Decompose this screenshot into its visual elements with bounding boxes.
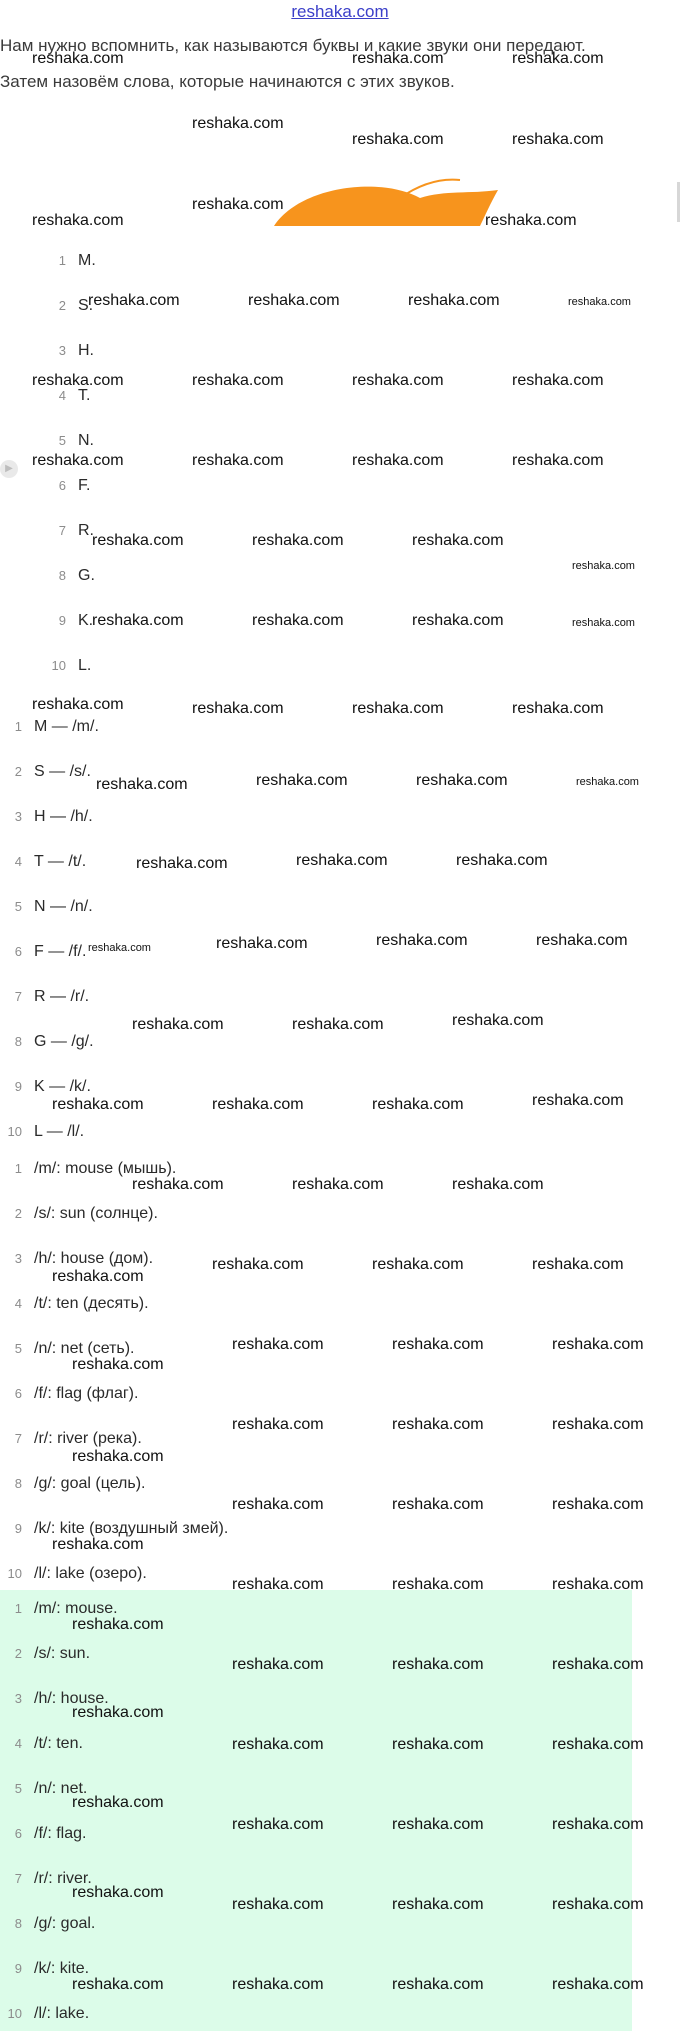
watermark-text: reshaka.com: [352, 50, 444, 67]
list-item: [0, 1780, 87, 1798]
list-item: [0, 1123, 84, 1141]
item-text: /l/: lake (озеро).: [34, 1565, 147, 1582]
item-text: L — /l/.: [34, 1123, 85, 1140]
list-item: [0, 297, 93, 315]
watermark-text: reshaka.com: [392, 1496, 484, 1513]
watermark-text: reshaka.com: [32, 452, 124, 469]
watermark-text: reshaka.com: [132, 1176, 224, 1193]
watermark-text: reshaka.com: [512, 372, 604, 389]
list-item: [0, 1295, 149, 1313]
item-text: /l/: lake.: [34, 2005, 90, 2022]
watermark-text: reshaka.com: [412, 532, 504, 549]
watermark-text: reshaka.com: [352, 372, 444, 389]
item-text: S.: [78, 297, 94, 314]
watermark-text: reshaka.com: [232, 1416, 324, 1433]
watermark-text: reshaka.com: [252, 612, 344, 629]
list-item: [0, 1205, 158, 1223]
watermark-text: reshaka.com: [576, 776, 639, 788]
watermark-text: reshaka.com: [452, 1012, 544, 1029]
item-number: 5: [14, 1781, 22, 1796]
list-item: [0, 252, 96, 270]
watermark-text: reshaka.com: [292, 1016, 384, 1033]
watermark-text: reshaka.com: [232, 1336, 324, 1353]
watermark-text: reshaka.com: [568, 296, 631, 308]
watermark-text: reshaka.com: [456, 852, 548, 869]
watermark-text: reshaka.com: [32, 372, 124, 389]
item-text: L.: [78, 657, 92, 674]
item-number: 10: [7, 2006, 22, 2021]
item-number: 9: [14, 1079, 22, 1094]
watermark-text: reshaka.com: [572, 617, 635, 629]
list-item: [0, 1690, 109, 1708]
item-text: K.: [78, 612, 94, 629]
item-number: 5: [14, 1341, 22, 1356]
item-text: /t/: ten.: [34, 1735, 83, 1752]
watermark-text: reshaka.com: [512, 131, 604, 148]
list-item: [0, 808, 93, 826]
watermark-text: reshaka.com: [248, 292, 340, 309]
watermark-text: reshaka.com: [552, 1816, 644, 1833]
watermark-text: reshaka.com: [192, 115, 284, 132]
list-item: [0, 898, 93, 916]
watermark-text: reshaka.com: [412, 612, 504, 629]
item-text: K — /k/.: [34, 1078, 91, 1095]
item-number: 6: [14, 944, 22, 959]
item-text: /g/: goal.: [34, 1915, 96, 1932]
watermark-text: reshaka.com: [392, 1576, 484, 1593]
item-number: 8: [58, 568, 66, 583]
item-number: 6: [14, 1826, 22, 1841]
item-number: 5: [14, 899, 22, 914]
list-item: [0, 943, 86, 961]
list-item: [0, 988, 89, 1006]
watermark-text: reshaka.com: [376, 932, 468, 949]
item-text: M — /m/.: [34, 718, 99, 735]
item-text: R — /r/.: [34, 988, 90, 1005]
watermark-text: reshaka.com: [232, 1656, 324, 1673]
list-item: [0, 387, 90, 405]
item-number: 9: [58, 613, 66, 628]
watermark-text: reshaka.com: [512, 700, 604, 717]
item-text: /f/: flag.: [34, 1825, 87, 1842]
watermark-text: reshaka.com: [552, 1976, 644, 1993]
item-text: R.: [78, 522, 94, 539]
list-item: [0, 1385, 138, 1403]
watermark-text: reshaka.com: [232, 1576, 324, 1593]
watermark-text: reshaka.com: [232, 1816, 324, 1833]
item-text: /f/: flag (флаг).: [34, 1385, 139, 1402]
item-number: 3: [14, 1251, 22, 1266]
list-item: [0, 522, 94, 540]
watermark-text: reshaka.com: [72, 1356, 164, 1373]
watermark-text: reshaka.com: [296, 852, 388, 869]
list-item: [0, 1033, 94, 1051]
item-number: 7: [14, 989, 22, 1004]
watermark-text: reshaka.com: [92, 612, 184, 629]
item-number: 1: [14, 1161, 22, 1176]
watermark-text: reshaka.com: [392, 1336, 484, 1353]
item-text: H — /h/.: [34, 808, 93, 825]
watermark-text: reshaka.com: [72, 1884, 164, 1901]
item-number: 2: [14, 764, 22, 779]
watermark-text: reshaka.com: [392, 1656, 484, 1673]
list-item: [0, 1340, 135, 1358]
item-text: M.: [78, 252, 96, 269]
item-number: 6: [14, 1386, 22, 1401]
item-text: /r/: river.: [34, 1870, 92, 1887]
list-item: [0, 612, 93, 630]
item-number: 3: [58, 343, 66, 358]
list-item: [0, 1915, 95, 1933]
watermark-text: reshaka.com: [352, 700, 444, 717]
watermark-text: reshaka.com: [96, 776, 188, 793]
item-text: /n/: net (сеть).: [34, 1340, 135, 1357]
list-item: [0, 342, 94, 360]
list-item: [0, 432, 94, 450]
watermark-text: reshaka.com: [72, 1794, 164, 1811]
watermark-text: reshaka.com: [232, 1976, 324, 1993]
watermark-text: reshaka.com: [352, 131, 444, 148]
list-item: [0, 1078, 91, 1096]
item-number: 5: [58, 433, 66, 448]
item-number: 4: [14, 1296, 22, 1311]
watermark-text: reshaka.com: [572, 560, 635, 572]
watermark-text: reshaka.com: [352, 452, 444, 469]
item-number: 10: [7, 1566, 22, 1581]
list-item: [0, 1475, 146, 1493]
item-number: 6: [58, 478, 66, 493]
watermark-text: reshaka.com: [392, 1816, 484, 1833]
item-number: 1: [14, 719, 22, 734]
watermark-text: reshaka.com: [256, 772, 348, 789]
item-number: 8: [14, 1034, 22, 1049]
watermark-text: reshaka.com: [52, 1536, 144, 1553]
watermark-text: reshaka.com: [192, 452, 284, 469]
list-item: [0, 763, 91, 781]
list-item: [0, 1430, 142, 1448]
watermark-text: reshaka.com: [232, 1896, 324, 1913]
item-text: /n/: net.: [34, 1780, 88, 1797]
watermark-text: reshaka.com: [392, 1736, 484, 1753]
watermark-text: reshaka.com: [552, 1576, 644, 1593]
watermark-text: reshaka.com: [72, 1616, 164, 1633]
item-number: 10: [51, 658, 66, 673]
watermark-text: reshaka.com: [372, 1096, 464, 1113]
item-text: /k/: kite.: [34, 1960, 90, 1977]
list-item: [0, 718, 99, 736]
watermark-text: reshaka.com: [192, 700, 284, 717]
item-text: /h/: house.: [34, 1690, 109, 1707]
item-text: G.: [78, 567, 95, 584]
watermark-text: reshaka.com: [532, 1256, 624, 1273]
site-link[interactable]: reshaka.com: [291, 2, 389, 21]
item-number: 3: [14, 809, 22, 824]
watermark-text: reshaka.com: [392, 1416, 484, 1433]
list-item: [0, 657, 91, 675]
list-item: [0, 477, 90, 495]
watermark-text: reshaka.com: [452, 1176, 544, 1193]
watermark-text: reshaka.com: [32, 50, 124, 67]
watermark-text: reshaka.com: [512, 452, 604, 469]
list-item: [0, 1520, 228, 1538]
item-text: /s/: sun.: [34, 1645, 91, 1662]
item-text: N.: [78, 432, 94, 449]
item-number: 7: [14, 1871, 22, 1886]
list-item: [0, 1960, 89, 1978]
item-text: /t/: ten (десять).: [34, 1295, 149, 1312]
list-item: [0, 1870, 92, 1888]
watermark-text: reshaka.com: [136, 855, 228, 872]
item-text: /h/: house (дом).: [34, 1250, 154, 1267]
watermark-text: reshaka.com: [72, 1448, 164, 1465]
item-text: T.: [78, 387, 91, 404]
item-text: /m/: mouse (мышь).: [34, 1160, 177, 1177]
chevron-right-icon[interactable]: ▶: [0, 460, 18, 478]
intro-line-2: Затем назовём слова, которые начинаются с этих звуков.: [0, 72, 455, 91]
item-number: 4: [14, 854, 22, 869]
intro-text: [0, 28, 670, 100]
list-item: [0, 853, 86, 871]
list-item: [0, 1160, 176, 1178]
item-number: 3: [14, 1691, 22, 1706]
watermark-text: reshaka.com: [232, 1496, 324, 1513]
item-number: 8: [14, 1476, 22, 1491]
watermark-text: reshaka.com: [52, 1096, 144, 1113]
item-number: 2: [14, 1206, 22, 1221]
item-text: /g/: goal (цель).: [34, 1475, 146, 1492]
list-item: [0, 1250, 153, 1268]
item-number: 7: [14, 1431, 22, 1446]
watermark-text: reshaka.com: [392, 1896, 484, 1913]
watermark-text: reshaka.com: [372, 1256, 464, 1273]
watermark-text: reshaka.com: [536, 932, 628, 949]
item-number: 10: [7, 1124, 22, 1139]
watermark-text: reshaka.com: [512, 50, 604, 67]
watermark-text: reshaka.com: [88, 942, 151, 954]
item-number: 4: [58, 388, 66, 403]
answer-box: [0, 1590, 632, 2031]
watermark-text: reshaka.com: [72, 1704, 164, 1721]
watermark-text: reshaka.com: [88, 292, 180, 309]
item-number: 1: [58, 253, 66, 268]
watermark-text: reshaka.com: [408, 292, 500, 309]
watermark-text: reshaka.com: [192, 372, 284, 389]
watermark-text: reshaka.com: [292, 1176, 384, 1193]
item-text: /k/: kite (воздушный змей).: [34, 1520, 229, 1537]
item-text: T — /t/.: [34, 853, 87, 870]
list-item: [0, 2005, 89, 2023]
list-item: [0, 1600, 118, 1618]
item-text: S — /s/.: [34, 763, 91, 780]
watermark-text: reshaka.com: [552, 1416, 644, 1433]
list-item: [0, 567, 95, 585]
watermark-text: reshaka.com: [416, 772, 508, 789]
orange-blob-graphic: [270, 176, 500, 228]
watermark-text: reshaka.com: [212, 1096, 304, 1113]
item-text: /m/: mouse.: [34, 1600, 118, 1617]
watermark-text: reshaka.com: [192, 196, 284, 213]
item-number: 2: [58, 298, 66, 313]
item-text: G — /g/.: [34, 1033, 94, 1050]
watermark-text: reshaka.com: [52, 1268, 144, 1285]
watermark-text: reshaka.com: [212, 1256, 304, 1273]
item-number: 9: [14, 1961, 22, 1976]
item-text: /s/: sun (солнце).: [34, 1205, 158, 1222]
watermark-text: reshaka.com: [552, 1896, 644, 1913]
list-item: [0, 1645, 90, 1663]
watermark-text: reshaka.com: [532, 1092, 624, 1109]
watermark-text: reshaka.com: [392, 1976, 484, 1993]
item-number: 7: [58, 523, 66, 538]
watermark-text: reshaka.com: [552, 1496, 644, 1513]
item-number: 9: [14, 1521, 22, 1536]
watermark-text: reshaka.com: [92, 532, 184, 549]
item-text: /r/: river (река).: [34, 1430, 142, 1447]
watermark-text: reshaka.com: [552, 1336, 644, 1353]
list-item: [0, 1565, 147, 1583]
item-text: N — /n/.: [34, 898, 93, 915]
watermark-text: reshaka.com: [232, 1736, 324, 1753]
item-text: H.: [78, 342, 94, 359]
intro-line-1: Нам нужно вспомнить, как называются буквы и какие звуки они передают.: [0, 36, 586, 55]
item-text: F — /f/.: [34, 943, 87, 960]
watermark-text: reshaka.com: [552, 1656, 644, 1673]
watermark-text: reshaka.com: [485, 212, 577, 229]
item-number: 4: [14, 1736, 22, 1751]
list-item: [0, 1825, 86, 1843]
item-text: F.: [78, 477, 91, 494]
item-number: 2: [14, 1646, 22, 1661]
item-number: 1: [14, 1601, 22, 1616]
watermark-text: reshaka.com: [32, 212, 124, 229]
watermark-text: reshaka.com: [552, 1736, 644, 1753]
watermark-text: reshaka.com: [132, 1016, 224, 1033]
item-number: 8: [14, 1916, 22, 1931]
watermark-text: reshaka.com: [252, 532, 344, 549]
watermark-text: reshaka.com: [216, 935, 308, 952]
watermark-text: reshaka.com: [72, 1976, 164, 1993]
watermark-text: reshaka.com: [32, 696, 124, 713]
list-item: [0, 1735, 83, 1753]
